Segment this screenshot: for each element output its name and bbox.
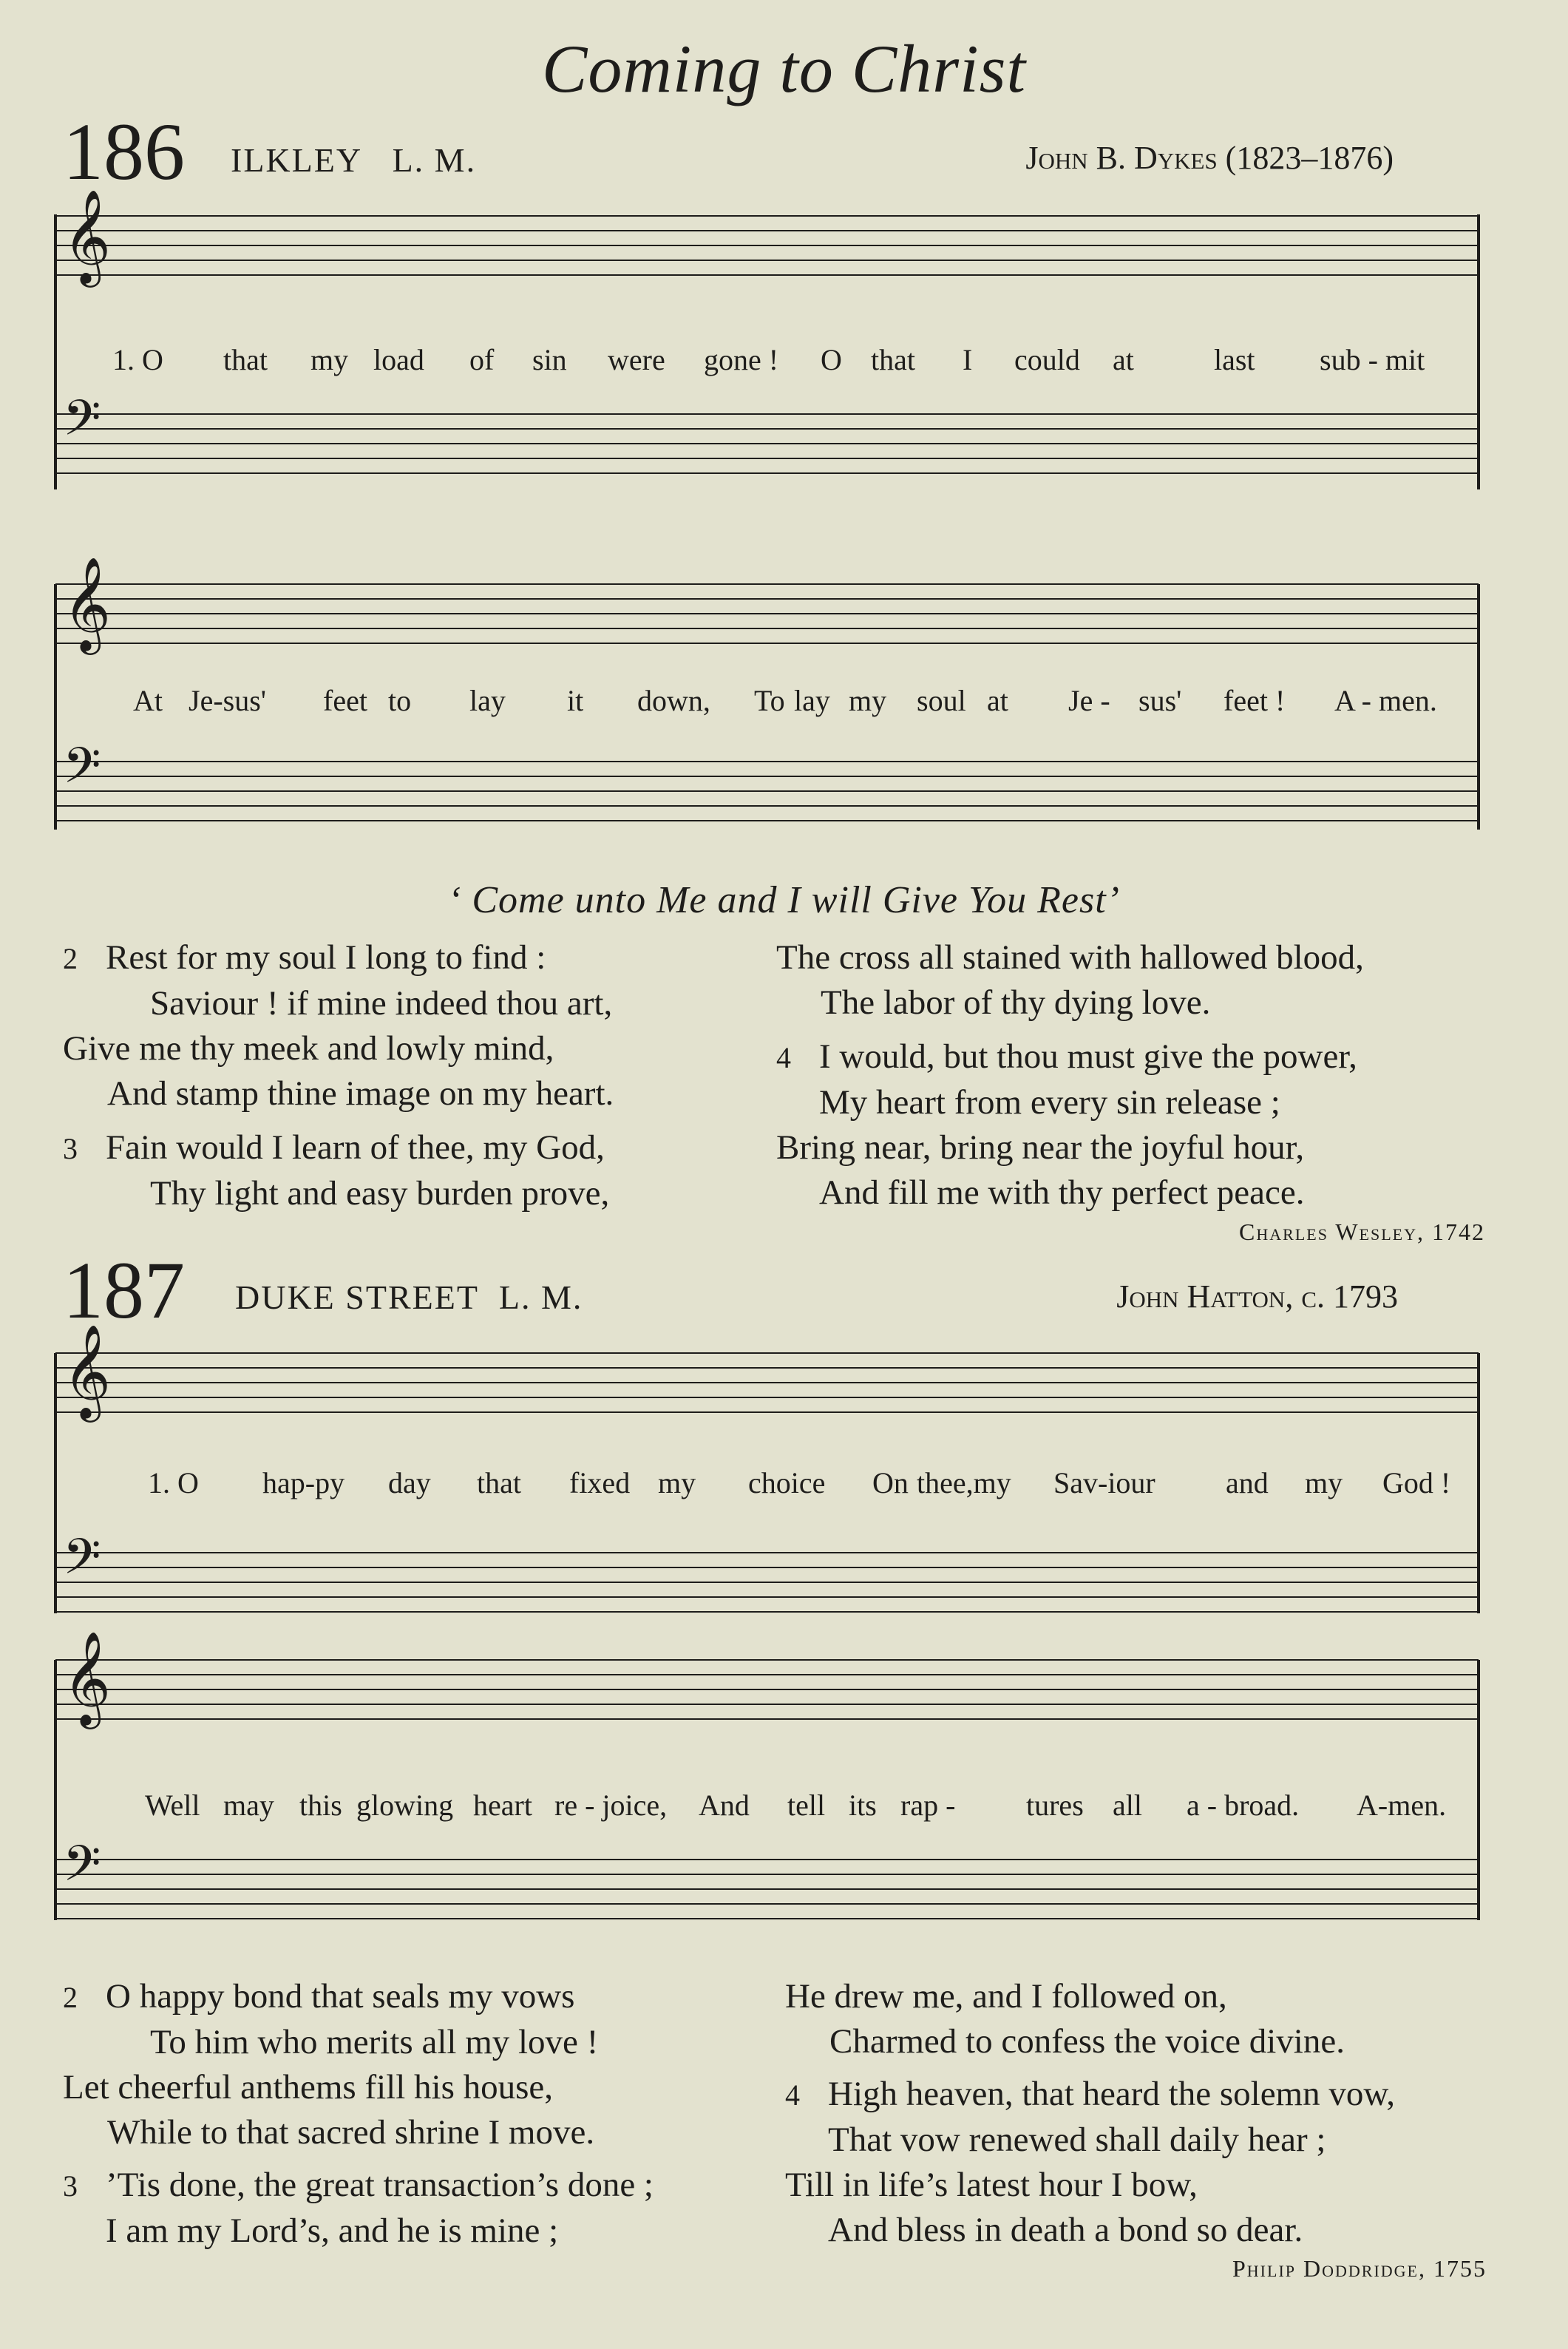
section-heading: ‘ Come unto Me and I will Give You Rest’ <box>448 879 1120 921</box>
page-title: Coming to Christ <box>541 31 1026 106</box>
bass-clef-icon: 𝄢 <box>63 1838 101 1903</box>
bass-clef-icon: 𝄢 <box>63 393 101 458</box>
stanza-column-left: 2 O happy bond that seals my vows To him who merits all my love ! Let cheerful anthems fill his house, While to that sacred shrine I move. 3 ’Tis done, the great transaction’s done ; I am my Lord’s, and he is mine ; <box>63 1977 654 2250</box>
author-attribution: Charles Wesley, 1742 <box>1239 1218 1485 1245</box>
treble-clef-icon: 𝄞 <box>63 559 112 649</box>
treble-clef-icon: 𝄞 <box>63 191 112 282</box>
tune-name: ILKLEY L. M. <box>231 141 477 179</box>
bass-clef-icon: 𝄢 <box>63 1531 101 1596</box>
treble-clef-icon: 𝄞 <box>63 1326 112 1417</box>
hymn-number: 187 <box>63 1245 185 1335</box>
treble-clef-icon: 𝄞 <box>63 1633 112 1723</box>
stanza-column-right: The cross all stained with hallowed blood, The labor of thy dying love. 4 I would, but thou must give the power, My heart from every sin release ; Bring near, bring near the joyful hour, And fill me with thy perfect peace. <box>776 938 1364 1212</box>
lyrics-line: 1. O that my load of sin were gone ! O that I could at last sub - mit <box>112 343 1425 376</box>
tune-name: DUKE STREET L. M. <box>235 1278 583 1316</box>
composer: John Hatton, c. 1793 <box>1116 1278 1398 1315</box>
bass-clef-icon: 𝄢 <box>63 740 101 805</box>
author-attribution: Philip Doddridge, 1755 <box>1232 2255 1487 2282</box>
stanza-column-right: He drew me, and I followed on, Charmed to confess the voice divine. 4 High heaven, that heard the solemn vow, That vow renewed shall daily hear ; Till in life’s latest hour I bow, And bless in death a bond so dear. <box>785 1977 1396 2249</box>
composer: John B. Dykes (1823–1876) <box>1025 140 1394 176</box>
hymn-number: 186 <box>63 106 185 197</box>
lyrics-line: Well may this glowing heart re - joice, And tell its rap - tures all a - broad. A-men. <box>145 1789 1447 1822</box>
lyrics-line: At Je-sus' feet to lay it down, To lay my soul at Je - sus' feet ! A - men. <box>133 684 1437 717</box>
lyrics-line: 1. O hap-py day that fixed my choice On thee,my Sav-iour and my God ! <box>148 1466 1451 1499</box>
stanza-column-left: 2 Rest for my soul I long to find : Saviour ! if mine indeed thou art, Give me thy meek and lowly mind, And stamp thine image on my heart. 3 Fain would I learn of thee, my God, Thy light and easy burden prove, <box>63 938 614 1213</box>
